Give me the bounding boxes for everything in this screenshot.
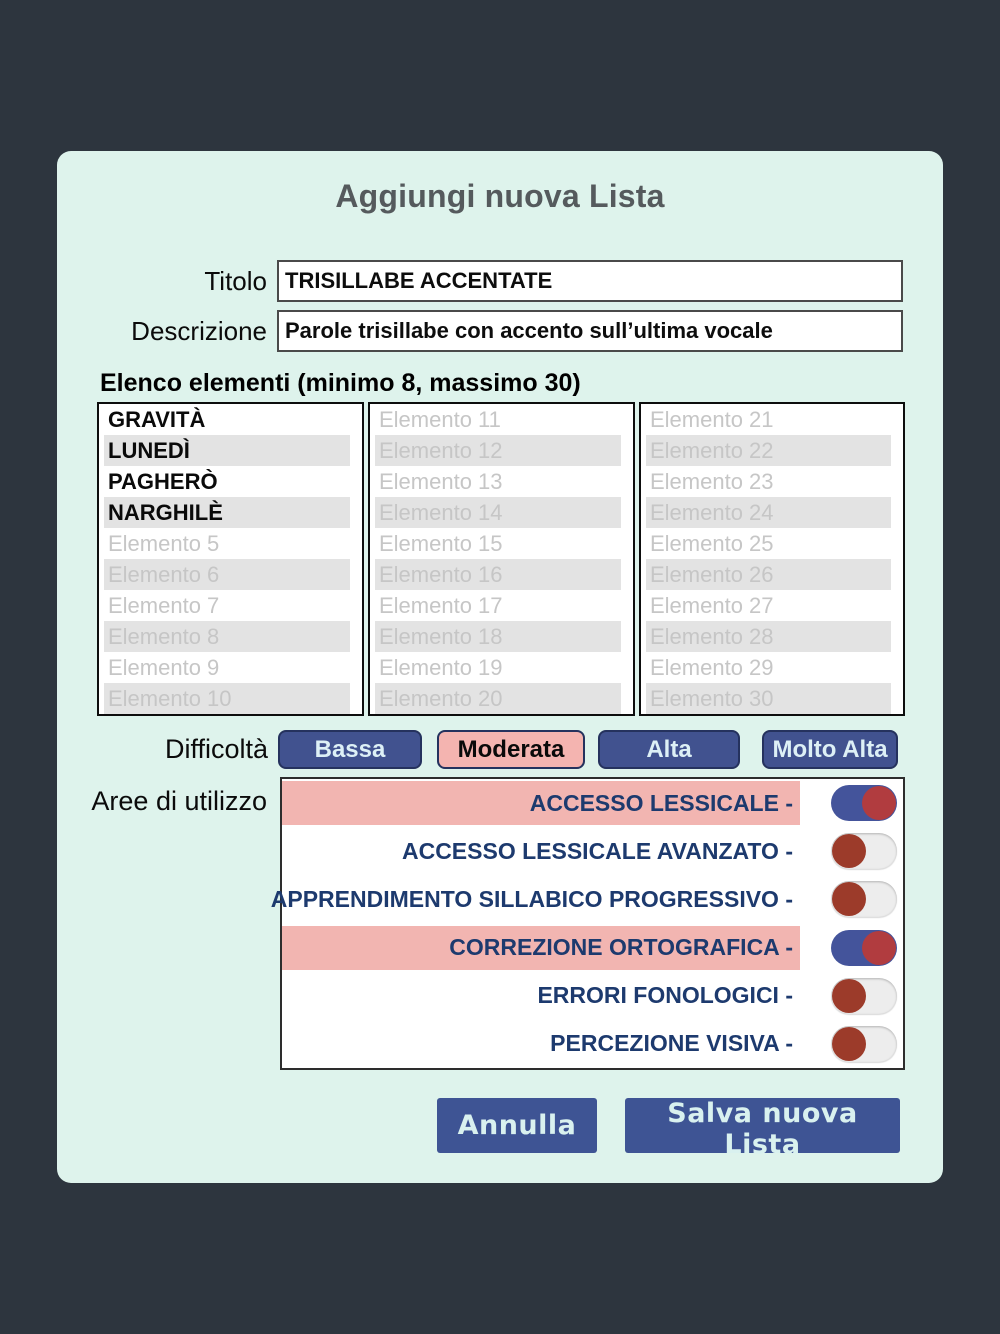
area-row-correzione-ortografica xyxy=(282,924,903,972)
area-row-accesso-lessicale-avanzato xyxy=(282,827,903,875)
difficulty-label: Difficoltà xyxy=(164,734,268,764)
element-input-7[interactable]: Elemento 7 xyxy=(108,593,220,618)
elements-column-1 xyxy=(97,402,364,716)
element-input-27[interactable]: Elemento 27 xyxy=(650,593,774,618)
titolo-input[interactable] xyxy=(277,260,903,302)
element-input-20[interactable]: Elemento 20 xyxy=(375,683,621,714)
area-label: CORREZIONE ORTOGRAFICA - xyxy=(449,934,793,961)
area-label: APPRENDIMENTO SILLABICO PROGRESSIVO - xyxy=(270,885,793,912)
element-input-16[interactable]: Elemento 16 xyxy=(375,559,621,590)
area-label: ACCESSO LESSICALE AVANZATO - xyxy=(401,837,793,864)
dialog-title: Aggiungi nuova Lista xyxy=(335,178,665,214)
element-input-22[interactable]: Elemento 22 xyxy=(646,435,891,466)
toggle-knob xyxy=(832,1027,866,1061)
areas-box xyxy=(270,777,905,1070)
toggle-knob xyxy=(832,882,866,916)
elements-heading: Elenco elementi (minimo 8, massimo 30) xyxy=(100,369,581,397)
element-input-17[interactable]: Elemento 17 xyxy=(379,593,503,618)
element-input-10[interactable]: Elemento 10 xyxy=(104,683,350,714)
areas-label: Aree di utilizzo xyxy=(91,786,267,816)
area-toggle-correzione-ortografica[interactable] xyxy=(831,930,897,966)
elements-column-3 xyxy=(639,402,905,716)
element-input-4[interactable]: NARGHILÈ xyxy=(104,497,350,528)
element-input-14[interactable]: Elemento 14 xyxy=(375,497,621,528)
cancel-button[interactable]: Annulla xyxy=(437,1098,597,1153)
element-input-23[interactable]: Elemento 23 xyxy=(650,469,774,494)
difficulty-alta[interactable]: Alta xyxy=(598,730,740,769)
area-row-apprendimento-sillabico-progressivo xyxy=(270,875,903,923)
area-toggle-percezione-visiva[interactable] xyxy=(831,1026,897,1062)
element-input-30[interactable]: Elemento 30 xyxy=(646,683,891,714)
area-toggle-accesso-lessicale[interactable] xyxy=(831,785,897,821)
area-toggle-errori-fonologici[interactable] xyxy=(831,978,897,1014)
descrizione-input[interactable] xyxy=(277,310,903,352)
toggle-knob xyxy=(862,931,896,965)
element-input-29[interactable]: Elemento 29 xyxy=(650,655,774,680)
element-input-5[interactable]: Elemento 5 xyxy=(108,531,220,556)
area-label: PERCEZIONE VISIVA - xyxy=(550,1030,793,1057)
toggle-knob xyxy=(832,979,866,1013)
difficulty-bassa[interactable]: Bassa xyxy=(278,730,422,769)
element-input-2[interactable]: LUNEDÌ xyxy=(104,435,350,466)
element-input-9[interactable]: Elemento 9 xyxy=(108,655,220,680)
save-button[interactable]: Salva nuova Lista xyxy=(625,1098,900,1153)
element-input-3[interactable]: PAGHERÒ xyxy=(108,469,218,494)
element-input-6[interactable]: Elemento 6 xyxy=(104,559,350,590)
element-input-28[interactable]: Elemento 28 xyxy=(646,621,891,652)
difficulty-moderata[interactable]: Moderata xyxy=(437,730,585,769)
elements-column-2 xyxy=(368,402,635,716)
element-input-19[interactable]: Elemento 19 xyxy=(379,655,503,680)
area-row-accesso-lessicale xyxy=(282,779,903,827)
element-input-24[interactable]: Elemento 24 xyxy=(646,497,891,528)
area-toggle-accesso-lessicale-avanzato[interactable] xyxy=(831,833,897,869)
area-row-errori-fonologici xyxy=(282,972,903,1020)
element-input-8[interactable]: Elemento 8 xyxy=(104,621,350,652)
elements-grid xyxy=(97,402,905,716)
toggle-knob xyxy=(832,834,866,868)
area-toggle-apprendimento-sillabico-progressivo[interactable] xyxy=(831,881,897,917)
element-input-25[interactable]: Elemento 25 xyxy=(650,531,774,556)
element-input-18[interactable]: Elemento 18 xyxy=(375,621,621,652)
element-input-11[interactable]: Elemento 11 xyxy=(379,407,501,432)
area-row-percezione-visiva xyxy=(282,1020,903,1068)
toggle-knob xyxy=(862,786,896,820)
descrizione-label: Descrizione xyxy=(131,316,267,346)
element-input-26[interactable]: Elemento 26 xyxy=(646,559,891,590)
add-list-dialog xyxy=(57,151,943,1183)
area-label: ERRORI FONOLOGICI - xyxy=(537,982,793,1009)
element-input-15[interactable]: Elemento 15 xyxy=(379,531,503,556)
difficulty-molto-alta[interactable]: Molto Alta xyxy=(762,730,898,769)
element-input-12[interactable]: Elemento 12 xyxy=(375,435,621,466)
element-input-13[interactable]: Elemento 13 xyxy=(379,469,503,494)
difficulty-options xyxy=(57,730,943,769)
area-label: ACCESSO LESSICALE - xyxy=(529,789,793,816)
element-input-1[interactable]: GRAVITÀ xyxy=(108,407,206,432)
element-input-21[interactable]: Elemento 21 xyxy=(650,407,774,432)
titolo-label: Titolo xyxy=(204,266,267,296)
